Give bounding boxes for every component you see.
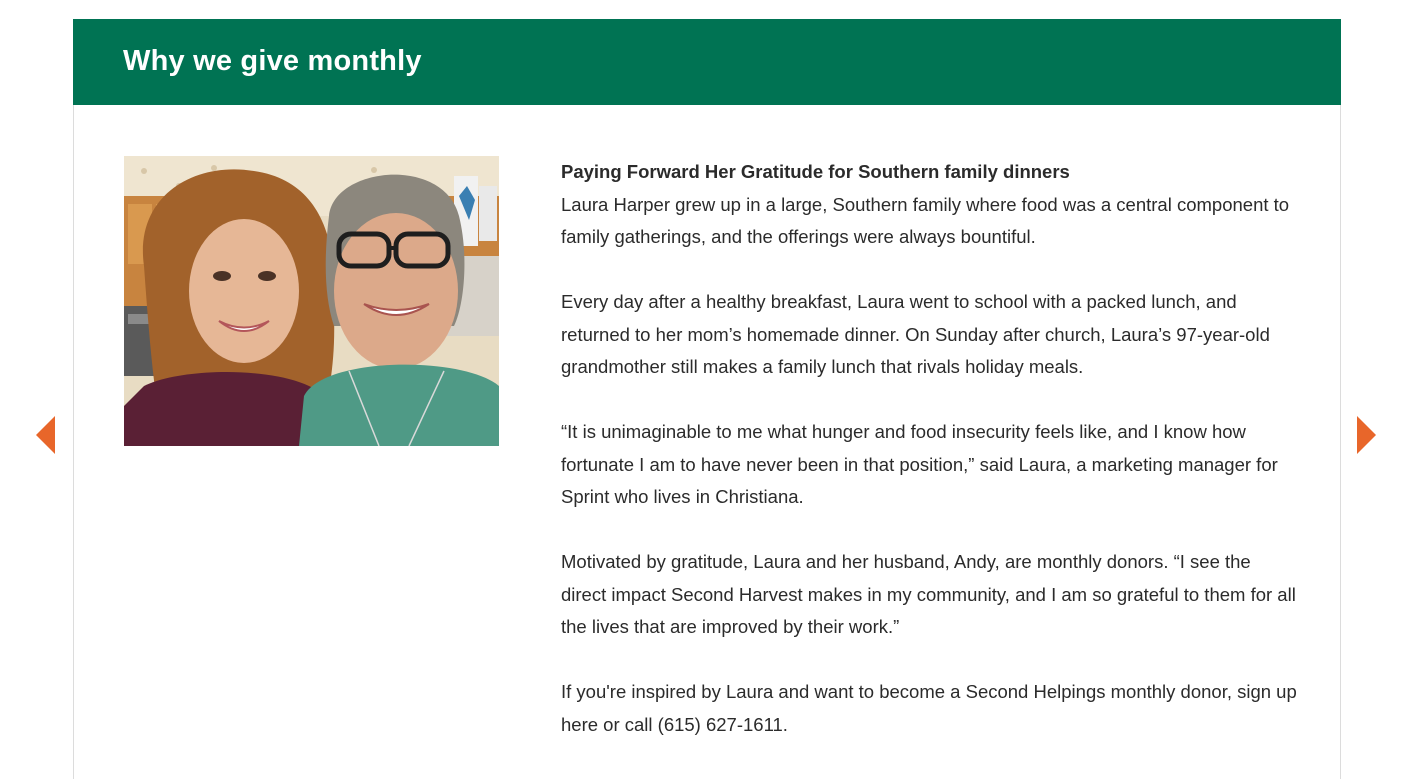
chevron-left-icon[interactable] <box>36 416 55 454</box>
story-paragraph-3: “It is unimaginable to me what hunger and food insecurity feels like, and I know how fortunate I am to have never been in that position,” said Laura, a marketing manager for Sprint who lives in Christiana. <box>561 421 1278 507</box>
story-paragraph-4: Motivated by gratitude, Laura and her husband, Andy, are monthly donors. “I see the direct impact Second Harvest makes in my community, and I am so grateful to them for all the lives that are improved by their work.” <box>561 551 1296 637</box>
card-header <box>73 19 1341 105</box>
story-headline: Paying Forward Her Gratitude for Southern family dinners <box>561 161 1070 182</box>
donor-photo <box>124 156 499 446</box>
chevron-right-icon[interactable] <box>1357 416 1376 454</box>
story-text <box>561 156 1301 774</box>
card-title: Why we give monthly <box>123 45 422 77</box>
story-paragraph-5: If you're inspired by Laura and want to become a Second Helpings monthly donor, sign up here or call (615) 627-1611. <box>561 681 1297 735</box>
story-paragraph-2: Every day after a healthy breakfast, Laura went to school with a packed lunch, and returned to her mom’s homemade dinner. On Sunday after church, Laura’s 97-year-old grandmother still makes a family lunch that rivals holiday meals. <box>561 291 1270 377</box>
story-paragraph-1: Laura Harper grew up in a large, Southern family where food was a central component to family gatherings, and the offerings were always bountiful. <box>561 193 1290 247</box>
story-paragraph-intro <box>561 156 1301 254</box>
